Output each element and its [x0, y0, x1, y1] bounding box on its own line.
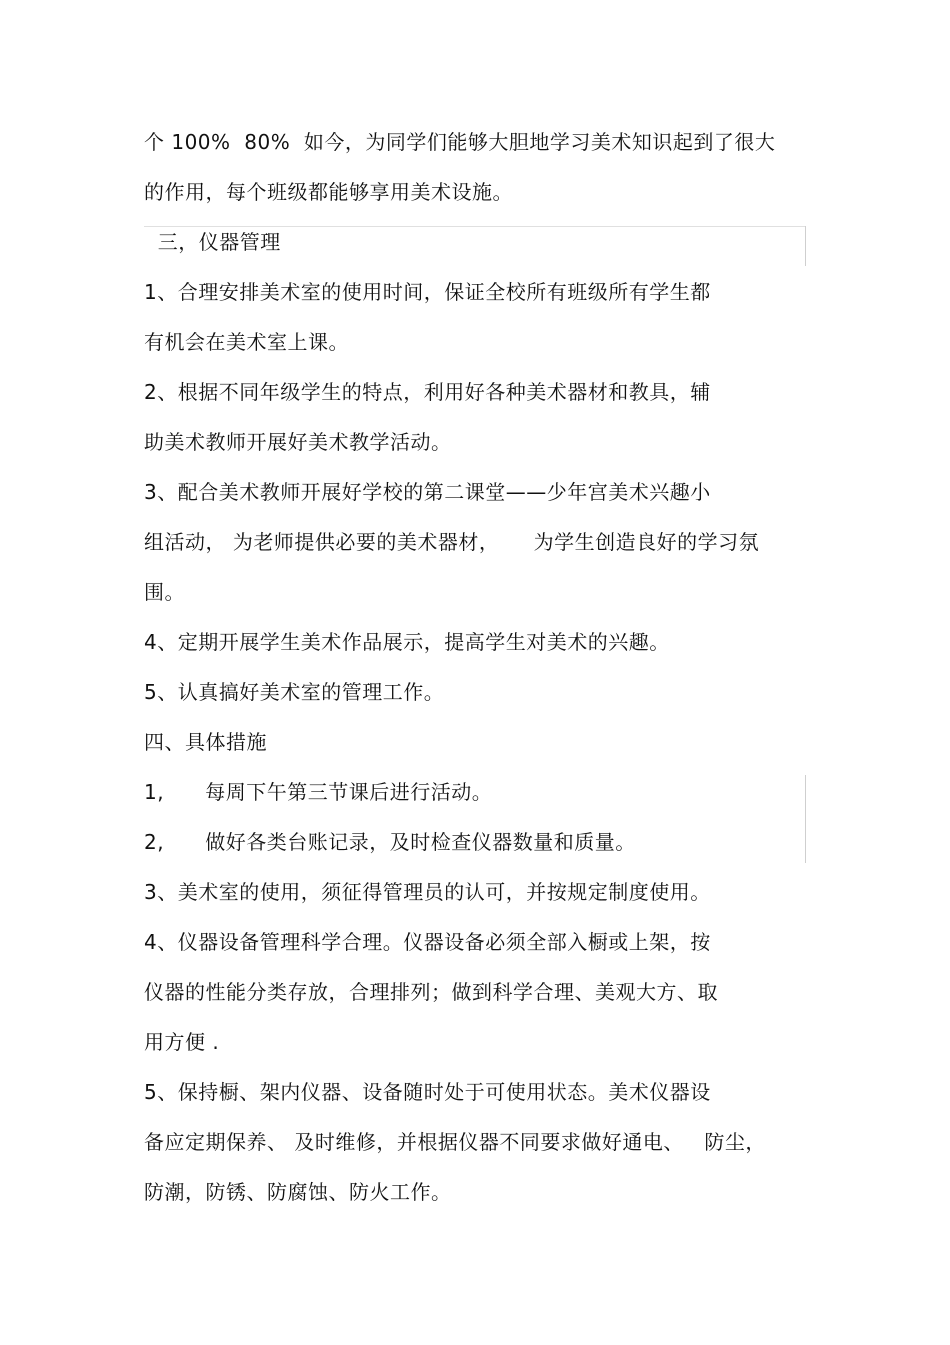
list-item: 5、认真搞好美术室的管理工作。: [144, 680, 445, 704]
paragraph-line: 用方便 .: [144, 1030, 220, 1054]
paragraph-line: 的作用，每个班级都能够享用美术设施。: [144, 180, 513, 204]
table-border-top: [144, 226, 806, 227]
list-item: 1、合理安排美术室的使用时间，保证全校所有班级所有学生都: [144, 280, 711, 304]
paragraph-line: 仪器的性能分类存放，合理排列；做到科学合理、美观大方、取: [144, 980, 718, 1004]
paragraph-line: 备应定期保养、 及时维修，并根据仪器不同要求做好通电、 防尘，: [144, 1130, 766, 1154]
table-border-right: [805, 226, 806, 266]
list-item: 3、美术室的使用，须征得管理员的认可，并按规定制度使用。: [144, 880, 711, 904]
table-border-right: [805, 775, 806, 863]
paragraph-line: 围。: [144, 580, 185, 604]
paragraph-line: 组活动， 为老师提供必要的美术器材， 为学生创造良好的学习氛: [144, 530, 760, 554]
paragraph-line: 个 100% 80% 如今，为同学们能够大胆地学习美术知识起到了很大: [144, 130, 776, 154]
list-item: 1, 每周下午第三节课后进行活动。: [144, 780, 493, 804]
paragraph-line: 助美术教师开展好美术教学活动。: [144, 430, 452, 454]
list-item: 2, 做好各类台账记录，及时检查仪器数量和质量。: [144, 830, 636, 854]
paragraph-line: 防潮，防锈、防腐蚀、防火工作。: [144, 1180, 452, 1204]
list-item: 4、仪器设备管理科学合理。仪器设备必须全部入橱或上架，按: [144, 930, 711, 954]
paragraph-line: 有机会在美术室上课。: [144, 330, 349, 354]
list-item: 4、定期开展学生美术作品展示，提高学生对美术的兴趣。: [144, 630, 670, 654]
section-heading: 四、具体措施: [144, 730, 267, 754]
list-item: 5、保持橱、架内仪器、设备随时处于可使用状态。美术仪器设: [144, 1080, 711, 1104]
list-item: 2、根据不同年级学生的特点，利用好各种美术器材和教具，辅: [144, 380, 711, 404]
list-item: 3、配合美术教师开展好学校的第二课堂——少年宫美术兴趣小: [144, 480, 711, 504]
section-heading: 三，仪器管理: [144, 230, 281, 254]
